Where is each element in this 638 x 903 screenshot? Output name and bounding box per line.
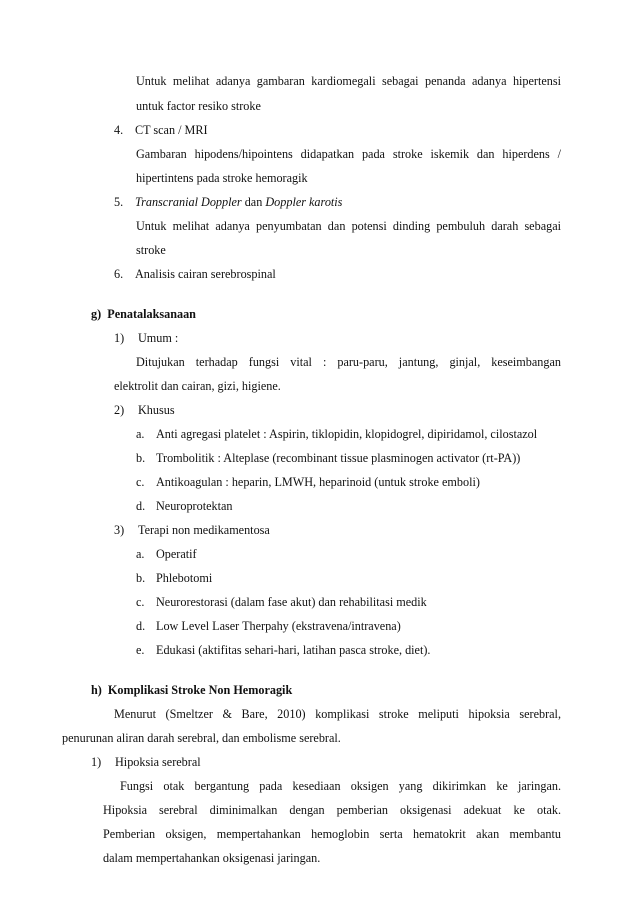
item4-title: [114, 122, 208, 138]
khusus-item-c-text: Antikoagulan : heparin, LMWH, heparinoid (untuk stroke emboli): [156, 475, 480, 489]
umum-desc-line2: elektrolit dan cairan, gizi, higiene.: [114, 379, 281, 393]
non-medik-item-b: [136, 570, 212, 586]
non-medik-item-e: [136, 642, 430, 658]
item3-desc-line2: untuk factor resiko stroke: [136, 99, 261, 113]
hipoksia-title-text: Hipoksia serebral: [115, 755, 201, 769]
item6-title-text: Analisis cairan serebrospinal: [135, 267, 276, 281]
khusus-item-a-text: Anti agregasi platelet : Aspirin, tiklopidin, klopidogrel, dipiridamol, cilostazol: [156, 427, 538, 441]
non-medik-item-a: [136, 546, 197, 562]
section-g-heading: g) Penatalaksanaan: [91, 307, 196, 321]
section-h-intro-line2: penurunan aliran darah serebral, dan embolisme serebral.: [62, 731, 341, 745]
non-medik-item-e-text: Edukasi (aktifitas sehari-hari, latihan pasca stroke, diet).: [156, 643, 431, 657]
item4-desc-line2: hipertintens pada stroke hemoragik: [136, 171, 308, 185]
non-medik-item-c: [136, 594, 427, 610]
item5-title-italic-2: Doppler karotis: [265, 195, 343, 209]
non-medik-item-d: [136, 618, 401, 634]
umum-title-text: Umum :: [138, 331, 179, 345]
khusus-item-a: [136, 426, 537, 442]
umum-desc-line1: Ditujukan terhadap fungsi vital : paru-paru, jantung, ginjal, keseimbangan: [136, 355, 561, 369]
item5-desc-line2: stroke: [136, 243, 166, 257]
section-h-intro-line1: Menurut (Smeltzer & Bare, 2010) komplikasi stroke meliputi hipoksia serebral,: [114, 707, 561, 721]
non-medik-item-b-letter: b.: [136, 571, 146, 585]
hipoksia-number: 1): [91, 755, 102, 769]
hipoksia-desc-line4: dalam mempertahankan oksigenasi jaringan.: [103, 851, 321, 865]
khusus-item-b: [136, 450, 520, 466]
item4-number: 4.: [114, 123, 124, 137]
non-medik-item-b-text: Phlebotomi: [156, 571, 213, 585]
khusus-item-a-letter: a.: [136, 427, 145, 441]
non-medik-item-c-letter: c.: [136, 595, 145, 609]
khusus-item-c-letter: c.: [136, 475, 145, 489]
hipoksia-desc-line1: Fungsi otak bergantung pada kesediaan oksigen yang dikirimkan ke jaringan.: [120, 779, 561, 793]
item6-title: [114, 266, 276, 282]
non-medik-item-d-letter: d.: [136, 619, 146, 633]
khusus-item-d: [136, 498, 232, 514]
section-h-heading: h) Komplikasi Stroke Non Hemoragik: [91, 683, 293, 697]
hipoksia-desc-line3: Pemberian oksigen, mempertahankan hemoglobin serta hematokrit akan membantu: [103, 827, 561, 841]
non-medik-title: [114, 522, 270, 538]
non-medik-item-a-letter: a.: [136, 547, 145, 561]
khusus-item-d-text: Neuroprotektan: [156, 499, 233, 513]
item5-number: 5.: [114, 195, 124, 209]
non-medik-item-d-text: Low Level Laser Therpahy (ekstravena/intravena): [156, 619, 401, 633]
non-medik-item-c-text: Neurorestorasi (dalam fase akut) dan rehabilitasi medik: [156, 595, 427, 609]
khusus-title-text: Khusus: [138, 403, 175, 417]
item4-title-text: CT scan / MRI: [135, 123, 208, 137]
khusus-item-b-letter: b.: [136, 451, 146, 465]
hipoksia-title: [91, 754, 201, 770]
non-medik-item-e-letter: e.: [136, 643, 145, 657]
item5-desc-line1: Untuk melihat adanya penyumbatan dan potensi dinding pembuluh darah sebagai: [136, 219, 561, 233]
umum-title: [114, 330, 178, 346]
item3-desc-line1: Untuk melihat adanya gambaran kardiomegali sebagai penanda adanya hipertensi: [136, 74, 561, 88]
non-medik-item-a-text: Operatif: [156, 547, 197, 561]
item5-title-italic-1: Transcranial Doppler: [135, 195, 242, 209]
khusus-item-d-letter: d.: [136, 499, 146, 513]
item5-title: [114, 194, 342, 210]
hipoksia-desc-line2: Hipoksia serebral diminimalkan dengan pemberian oksigenasi adekuat ke otak.: [103, 803, 561, 817]
non-medik-number: 3): [114, 523, 125, 537]
umum-number: 1): [114, 331, 125, 345]
khusus-title: [114, 402, 175, 418]
item5-title-mid: dan: [241, 195, 266, 209]
item6-number: 6.: [114, 267, 124, 281]
khusus-item-c: [136, 474, 480, 490]
khusus-item-b-text: Trombolitik : Alteplase (recombinant tissue plasminogen activator (rt-PA)): [156, 451, 521, 465]
item4-desc-line1: Gambaran hipodens/hipointens didapatkan pada stroke iskemik dan hiperdens /: [136, 147, 561, 161]
non-medik-title-text: Terapi non medikamentosa: [138, 523, 270, 537]
khusus-number: 2): [114, 403, 125, 417]
